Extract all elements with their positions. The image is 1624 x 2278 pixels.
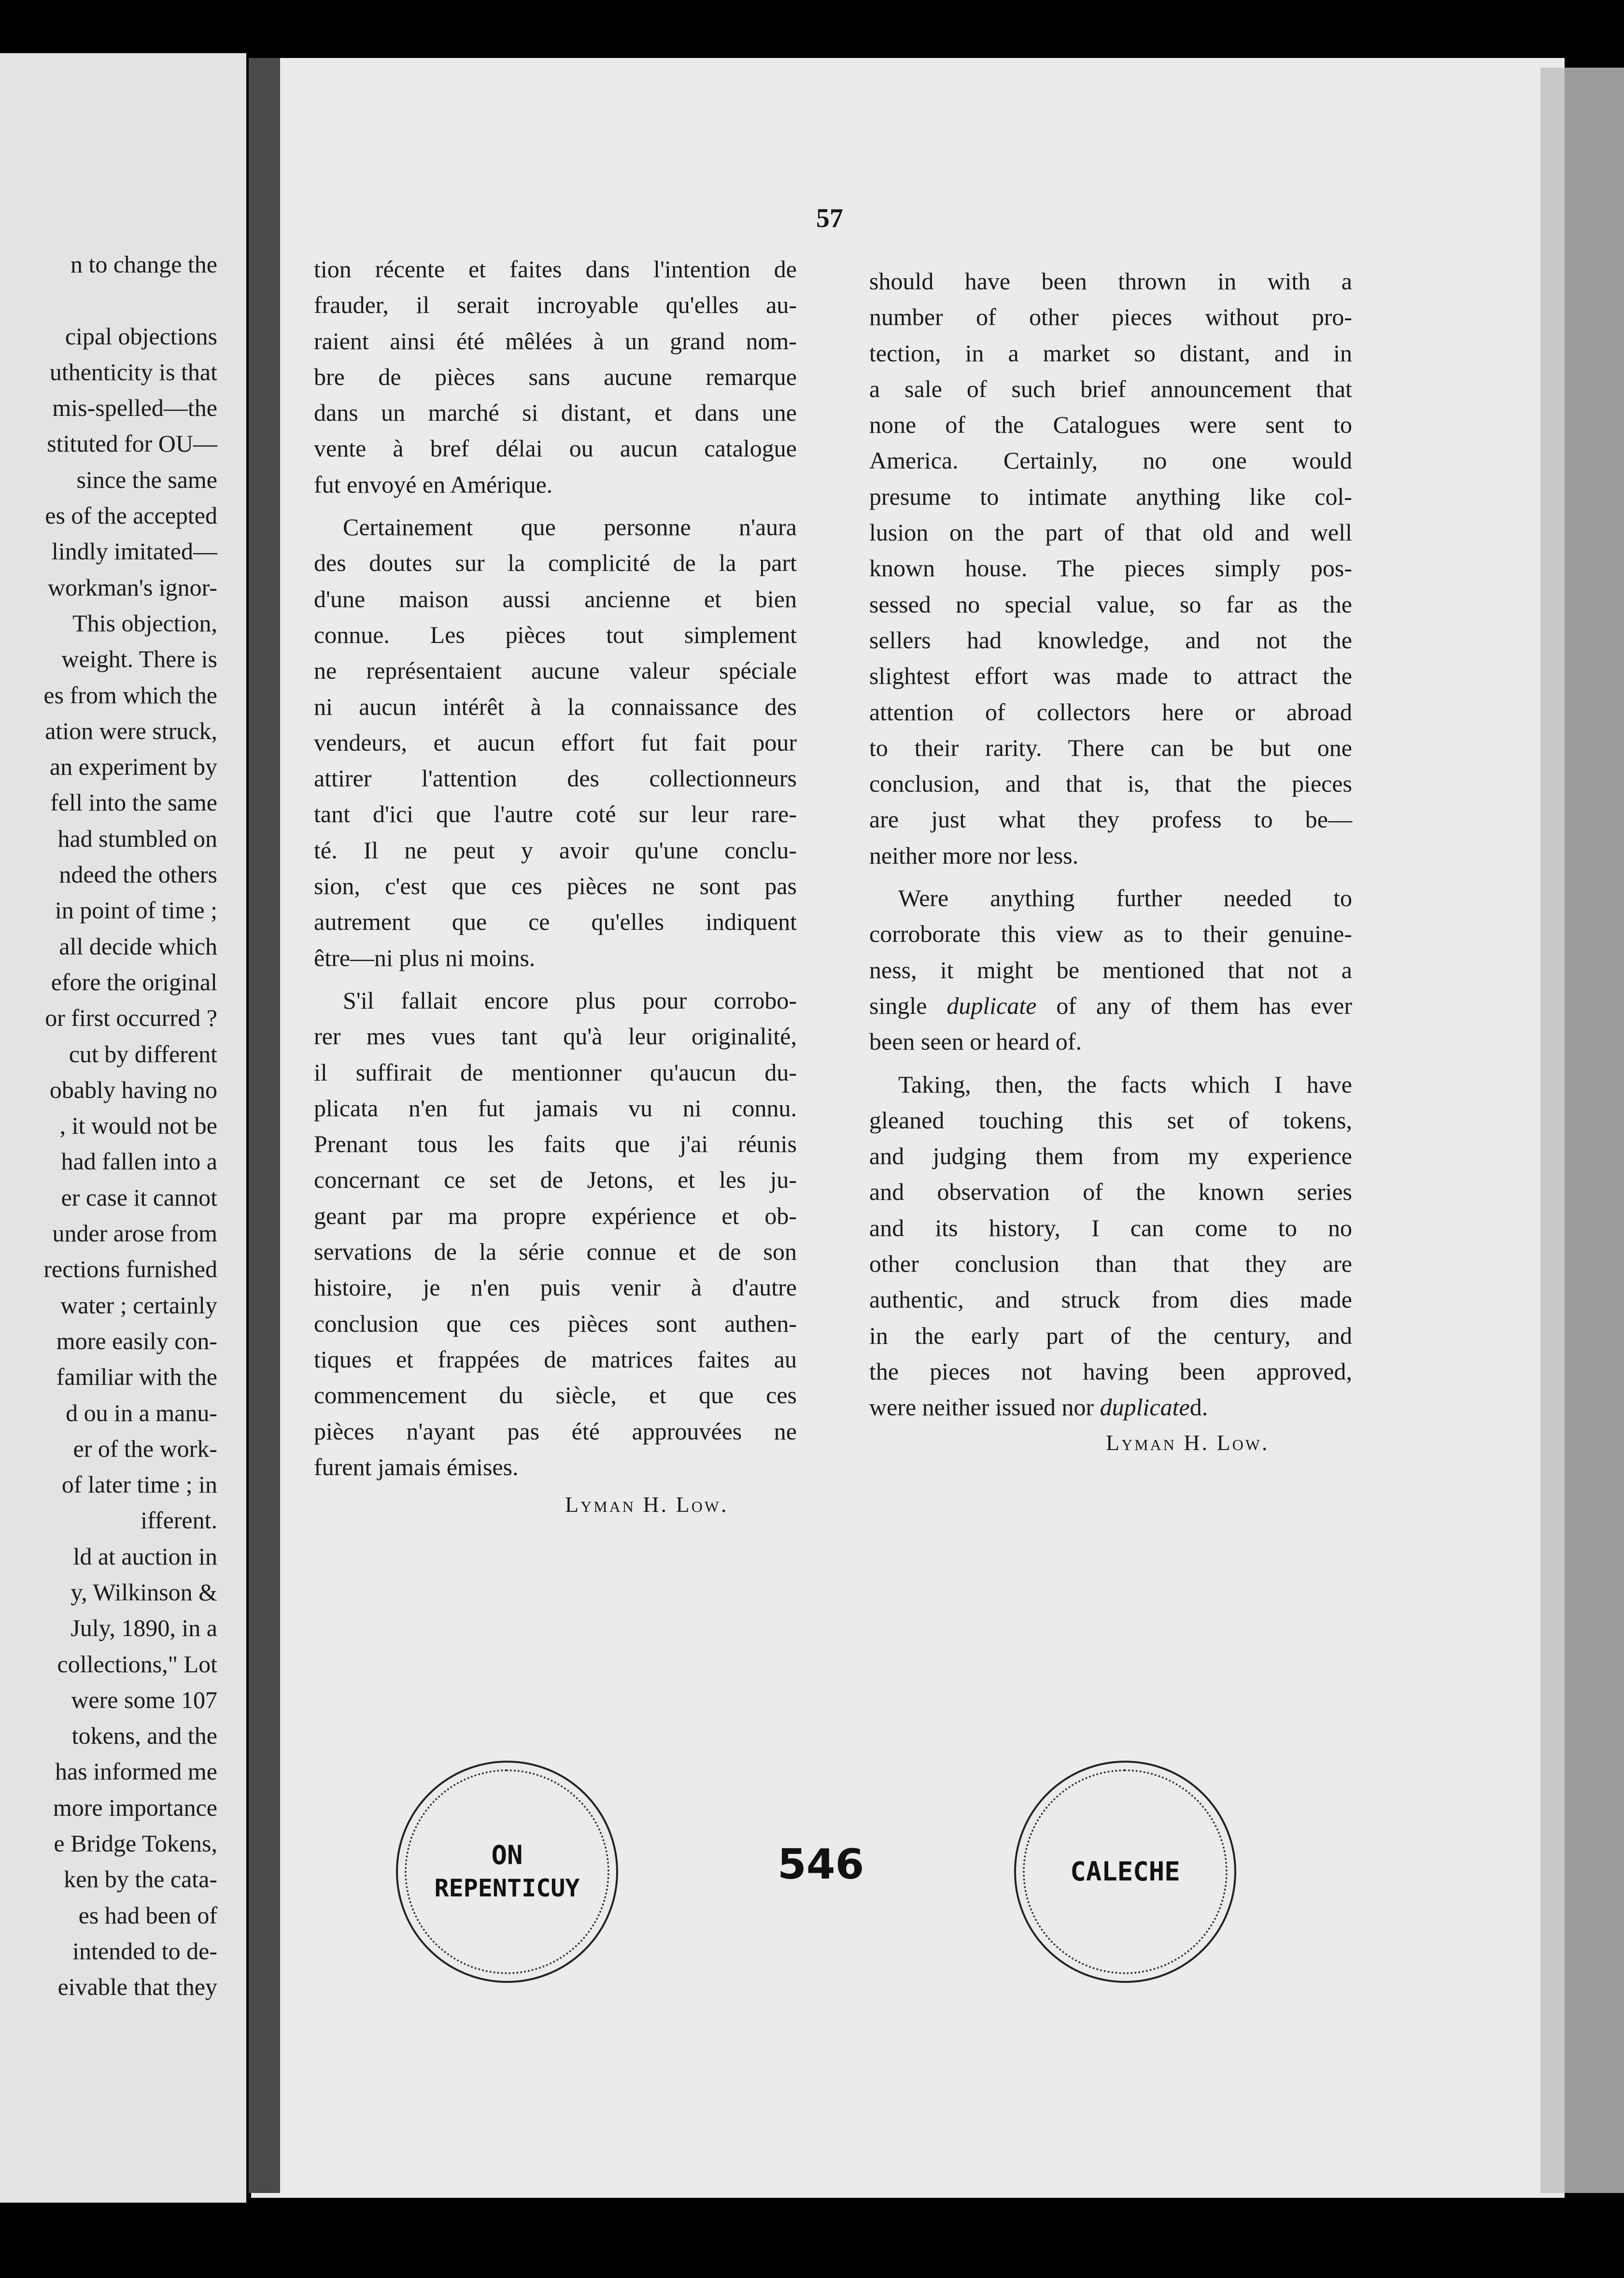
text-line: obably having no [49,1076,217,1103]
text-line: geant par ma propre expérience et ob- [314,1202,797,1229]
text-line: none of the Catalogues were sent to [869,411,1352,439]
text-line: since the same [76,466,217,493]
text-line: or first occurred ? [45,1004,217,1032]
text-line: familiar with the [56,1363,217,1391]
text-line: S'il fallait encore plus pour corrobo- [343,986,797,1014]
text-line: concernant ce set de Jetons, et les ju- [314,1166,797,1194]
text-line: intended to de- [72,1937,217,1965]
text-line: been seen or heard of. [869,1028,1082,1055]
text-line: eivable that they [57,1973,217,2001]
text-line: water ; certainly [60,1291,217,1319]
text-line: té. Il ne peut y avoir qu'une conclu- [314,836,797,864]
text-line: n to change the [70,251,217,278]
text-line: corroborate this view as to their genuine- [869,920,1352,948]
token-legend [398,1839,616,1905]
book-gutter [249,58,280,2193]
text-line: and its history, I can come to no [869,1214,1352,1241]
text-line: and judging them from my experience [869,1142,1352,1170]
text-line: more easily con- [56,1327,217,1354]
page-edge [1540,68,1565,2193]
text-line: fut envoyé en Amérique. [314,470,553,498]
text-line: to their rarity. There can be but one [869,734,1352,761]
text-line: ation were struck, [45,717,217,744]
text-line: Certainement que personne n'aura [343,513,797,541]
catalogue-number: 546 [777,1840,864,1889]
text-line: were neither issued nor duplicated. [869,1394,1208,1421]
token-on-repenticuy [396,1761,618,1983]
text-line: es had been of [78,1901,217,1929]
text-line: ndeed the others [59,861,217,888]
text-line: are just what they profess to be— [869,806,1352,833]
text-line: , it would not be [59,1112,217,1139]
text-line: Taking, then, the facts which I have [898,1070,1352,1098]
text-line: conclusion, and that is, that the pieces [869,770,1352,797]
paragraph [314,982,797,1485]
text-line [0,282,217,318]
text-line: commencement du siècle, et que ces [314,1381,797,1409]
text-line: tant d'ici que l'autre coté sur leur rare- [314,800,797,828]
text-line: tection, in a market so distant, and in [869,339,1352,367]
text-line: an experiment by [49,753,217,781]
english-signature: Lyman H. Low. [1106,1430,1270,1455]
text-line: attention of collectors here or abroad [869,698,1352,726]
text-line: tion récente et faites dans l'intention de [314,256,797,283]
text-line: dans un marché si distant, et dans une [314,399,797,427]
text-line: lusion on the part of that old and well [869,519,1352,546]
text-line: should have been thrown in with a [869,268,1352,295]
english-text-column [869,263,1352,1425]
text-line: and observation of the known series [869,1178,1352,1206]
text-line: ness, it might be mentioned that not a [869,956,1352,983]
text-line: es of the accepted [45,502,217,529]
text-line: furent jamais émises. [314,1453,519,1481]
text-line: plicata n'en fut jamais vu ni connu. [314,1094,797,1122]
text-line: ifferent. [141,1507,217,1534]
text-line: in the early part of the century, and [869,1322,1352,1349]
text-line: cut by different [69,1040,217,1068]
text-line: mis-spelled—the [52,394,217,422]
text-line: presume to intimate anything like col- [869,483,1352,510]
paragraph [314,251,797,502]
text-line: in point of time ; [55,897,217,924]
text-line: sion, c'est que ces pièces ne sont pas [314,872,797,900]
french-text-column [314,251,797,1485]
paragraph [869,880,1352,1059]
page-number: 57 [816,203,843,233]
text-line: servations de la série connue et de son [314,1238,797,1266]
text-line: were some 107 [71,1686,217,1713]
text-line: bre de pièces sans aucune remarque [314,363,797,390]
text-line: tiques et frappées de matrices faites au [314,1345,797,1373]
page-edge-outer [1565,68,1624,2193]
text-line: fell into the same [50,789,217,816]
text-line: efore the original [51,968,217,996]
text-line: sessed no special value, so far as the [869,590,1352,618]
text-line: autrement que ce qu'elles indiquent [314,908,797,936]
text-line: pièces n'ayant pas été approuvées ne [314,1417,797,1445]
text-line: y, Wilkinson & [71,1578,217,1606]
text-line: connue. Les pièces tout simplement [314,621,797,648]
text-line: tokens, and the [71,1722,217,1750]
text-line: neither more nor less. [869,841,1079,869]
text-line: slightest effort was made to attract the [869,662,1352,690]
text-line: more importance [53,1794,217,1821]
text-line: uthenticity is that [49,358,217,385]
text-line: other conclusion than that they are [869,1250,1352,1278]
text-line: collections," Lot [57,1650,217,1678]
text-line: Were anything further needed to [898,884,1352,912]
text-line: single duplicate of any of them has ever [869,992,1352,1019]
text-line: known house. The pieces simply pos- [869,555,1352,582]
left-page-text-column [0,246,217,2005]
text-line: ld at auction in [73,1542,217,1570]
text-line: sellers had knowledge, and not the [869,626,1352,654]
text-line: of later time ; in [61,1471,217,1498]
text-line: under arose from [52,1220,217,1247]
text-line: lindly imitated— [51,538,217,565]
paragraph [869,1067,1352,1425]
scan-border [0,2203,1624,2278]
text-line: weight. There is [61,645,217,673]
text-line: des doutes sur la complicité de la part [314,549,797,577]
text-line: the pieces not having been approved, [869,1357,1352,1385]
text-line: authentic, and struck from dies made [869,1286,1352,1313]
text-line: stituted for OU— [47,430,217,457]
text-line: vendeurs, et aucun effort fut fait pour [314,728,797,756]
text-line: raient ainsi été mêlées à un grand nom- [314,327,797,355]
text-line: a sale of such brief announcement that [869,375,1352,402]
text-line: er case it cannot [61,1183,217,1211]
text-line: ni aucun intérêt à la connaissance des [314,693,797,720]
text-line: had stumbled on [57,825,217,852]
token-legend-line-1: CALECHE [1070,1856,1180,1887]
text-line: America. Certainly, no one would [869,447,1352,474]
text-line: number of other pieces without pro- [869,303,1352,331]
french-signature: Lyman H. Low. [565,1492,729,1517]
text-line: es from which the [43,681,217,709]
text-line: e Bridge Tokens, [54,1830,217,1857]
text-line: cipal objections [65,322,217,350]
text-line: d ou in a manu- [66,1399,217,1426]
text-line: rections furnished [43,1255,217,1283]
token-caleche [1014,1761,1236,1983]
token-legend-line-2: REPENTICUY [434,1874,580,1902]
text-line: er of the work- [73,1435,217,1462]
text-line: d'une maison aussi ancienne et bien [314,585,797,612]
paragraph [869,263,1352,873]
text-line: all decide which [59,932,217,960]
text-line: This objection, [72,609,217,637]
text-line: workman's ignor- [47,573,217,601]
token-legend-line-1: ON [491,1840,523,1870]
text-line: rer mes vues tant qu'à leur originalité, [314,1023,797,1050]
text-line: être—ni plus ni moins. [314,944,536,971]
text-line: attirer l'attention des collectionneurs [314,765,797,792]
text-line: gleaned touching this set of tokens, [869,1106,1352,1134]
text-line: had fallen into a [61,1148,217,1175]
text-line: July, 1890, in a [71,1614,217,1642]
text-line: has informed me [55,1758,217,1785]
text-line: frauder, il serait incroyable qu'elles au- [314,291,797,319]
text-line: conclusion que ces pièces sont authen- [314,1310,797,1337]
text-line: ken by the cata- [64,1865,217,1893]
text-line: vente à bref délai ou aucun catalogue [314,435,797,462]
paragraph [314,509,797,976]
text-line: histoire, je n'en puis venir à d'autre [314,1274,797,1301]
text-line: Prenant tous les faits que j'ai réunis [314,1130,797,1158]
text-line: ne représentaient aucune valeur spéciale [314,657,797,684]
token-legend [1016,1855,1234,1888]
text-line: il suffirait de mentionner qu'aucun du- [314,1058,797,1086]
